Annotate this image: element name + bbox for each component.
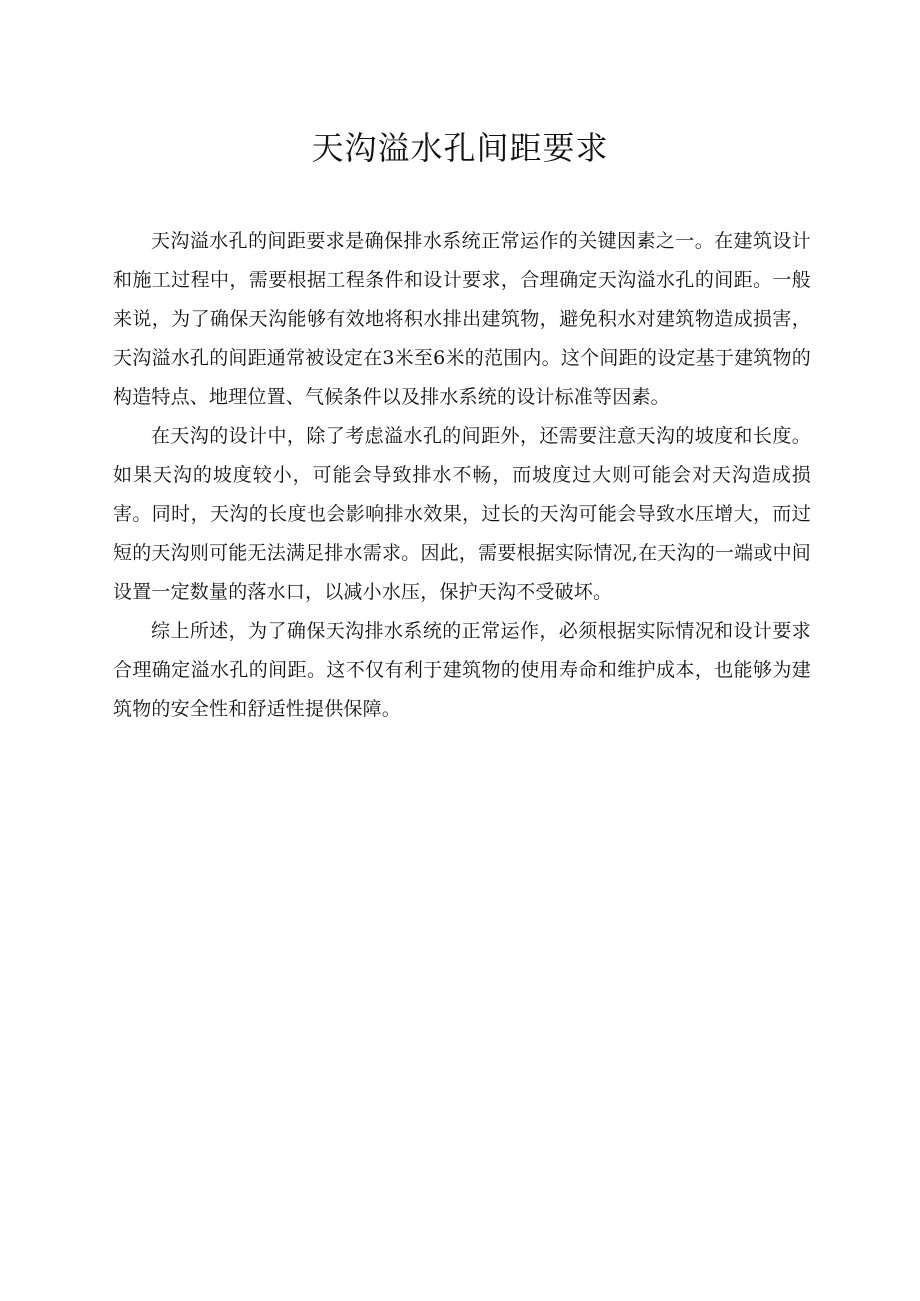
document-body — [113, 222, 811, 729]
paragraph-2: 在天沟的设计中，除了考虑溢水孔的间距外，还需要注意天沟的坡度和长度。如果天沟的坡度较小，可能会导致排水不畅，而坡度过大则可能会对天沟造成损害。同时，天沟的长度也会影响排水效果，过长的天沟可能会导致水压增大，而过短的天沟则可能无法满足排水需求。因此，需要根据实际情况,在天沟的一端或中间设置一定数量的落水口，以减小水压，保护天沟不受破坏。 — [113, 425, 811, 603]
paragraph-3: 综上所述，为了确保天沟排水系统的正常运作，必须根据实际情况和设计要求合理确定溢水孔的间距。这不仅有利于建筑物的使用寿命和维护成本，也能够为建筑物的安全性和舒适性提供保障。 — [113, 620, 811, 720]
paragraph-1: 天沟溢水孔的间距要求是确保排水系统正常运作的关键因素之一。在建筑设计和施工过程中，需要根据工程条件和设计要求，合理确定天沟溢水孔的间距。一般来说，为了确保天沟能够有效地将积水排出建筑物，避免积水对建筑物造成损害，天沟溢水孔的间距通常被设定在3米至6米的范围内。这个间距的设定基于建筑物的构造特点、地理位置、气候条件以及排水系统的设计标准等因素。 — [113, 230, 811, 408]
document-title: 天沟溢水孔间距要求 — [311, 129, 609, 167]
